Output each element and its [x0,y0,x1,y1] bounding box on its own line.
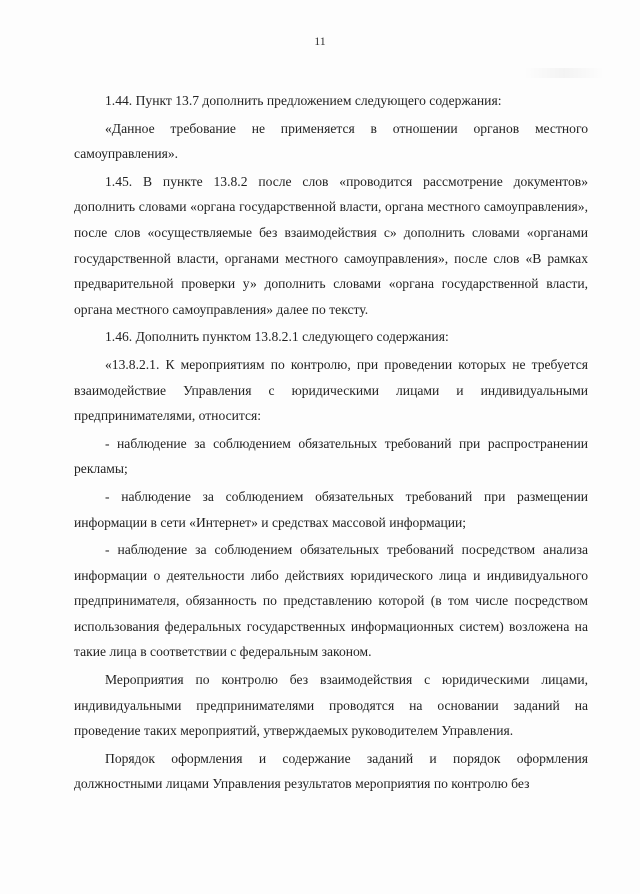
list-item-advertising: - наблюдение за соблюдением обязательных требований при распространении рекламы; [74,435,588,477]
document-body [74,88,588,797]
paragraph-1-46: 1.46. Дополнить пунктом 13.8.2.1 следующего содержания: [105,329,449,345]
paragraph-1-45: 1.45. В пункте 13.8.2 после слов «проводится рассмотрение документов» дополнить словами «органа государственной власти, органа местного самоуправления», после слов «осуществляемые без взаимодействия с» дополнить словами «органами государственной власти, органами местного самоуправления», после слов «В рамках предварительной проверки у» дополнить словами «органа государственной власти, органа местного самоуправления» далее по тексту. [74,173,588,317]
paragraph-task-procedure: Порядок оформления и содержание заданий и порядок оформления должностными лицами Управления результатов мероприятия по контролю без [74,750,588,792]
scan-artifact [524,68,604,78]
page-number: 11 [314,34,326,48]
list-item-internet-media: - наблюдение за соблюдением обязательных требований при размещении информации в сети «Интернет» и средствах массовой информации; [74,488,588,530]
paragraph-13-8-2-1: «13.8.2.1. К мероприятиям по контролю, при проведении которых не требуется взаимодействие Управления с юридическими лицами и индивидуальными предпринимателями, относится: [74,356,588,424]
list-item-information-analysis: - наблюдение за соблюдением обязательных требований посредством анализа информации о деятельности либо действиях юридического лица и индивидуального предпринимателя, обязанность по представлению которой (в том числе посредством использования федеральных государственных информационных систем) возложена на такие лица в соответствии с федеральным законом. [74,542,588,660]
paragraph-1-44: 1.44. Пункт 13.7 дополнить предложением следующего содержания: [105,93,502,108]
paragraph-quote-requirement: «Данное требование не применяется в отношении органов местного самоуправления». [74,120,588,162]
paragraph-control-activities: Мероприятия по контролю без взаимодействия с юридическими лицами, индивидуальными предпринимателями проводятся на основании заданий на проведение таких мероприятий, утверждаемых руководителем Управления. [74,672,588,739]
